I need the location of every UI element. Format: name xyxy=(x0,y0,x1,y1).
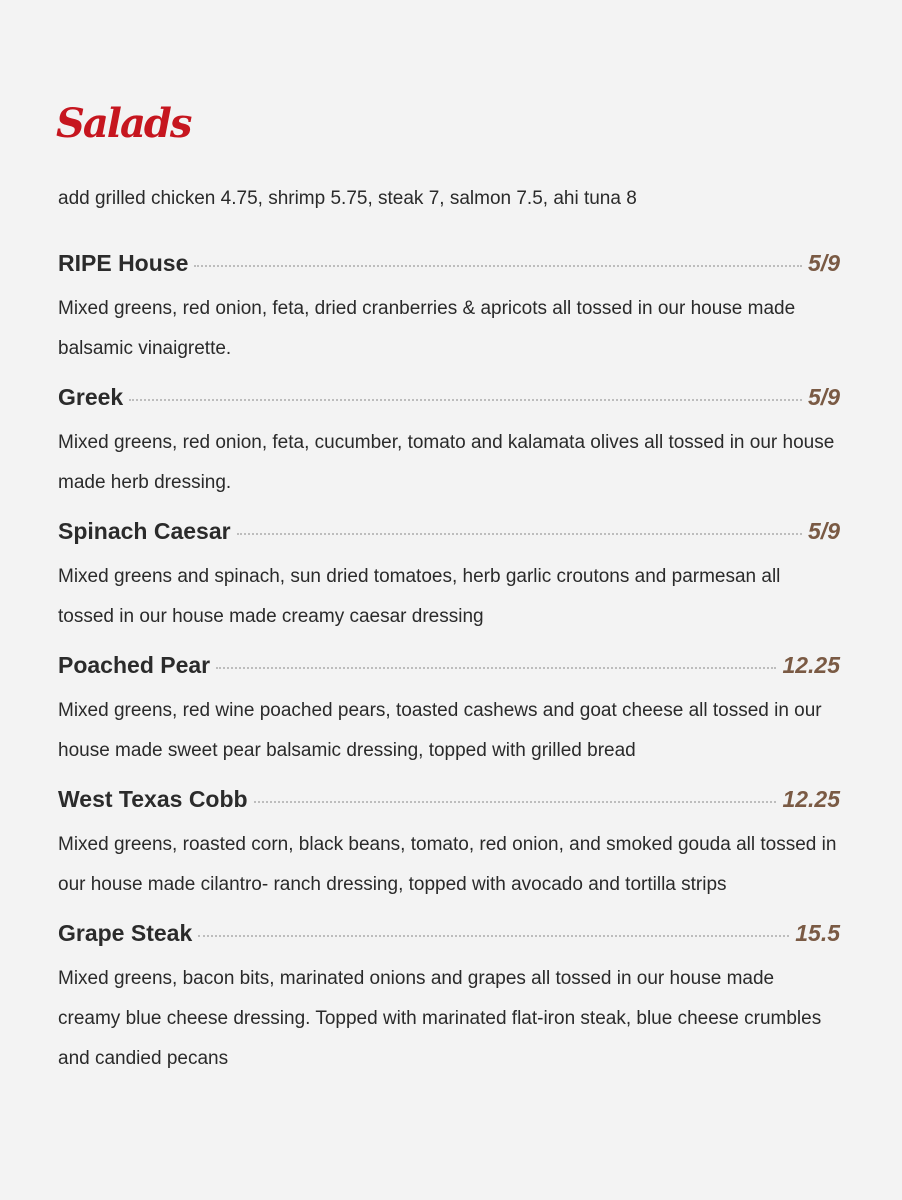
dotted-leader xyxy=(237,533,802,535)
menu-item-price: 15.5 xyxy=(795,920,840,946)
menu-item xyxy=(58,511,840,645)
menu-item xyxy=(58,243,840,377)
menu-item-description: Mixed greens, bacon bits, marinated onions and grapes all tossed in our house made creamy blue cheese dressing. Topped with marinated flat-iron steak, blue cheese crumbles and candied pecans xyxy=(58,968,822,1069)
menu-item-header xyxy=(58,645,840,685)
menu-item xyxy=(58,645,840,779)
menu-item-price: 5/9 xyxy=(808,250,840,276)
dotted-leader xyxy=(194,265,802,267)
menu-items-list xyxy=(58,243,840,1087)
dotted-leader xyxy=(216,667,776,669)
menu-item-name: West Texas Cobb xyxy=(58,786,248,812)
menu-item-name: Greek xyxy=(58,384,124,410)
menu-item-name: Poached Pear xyxy=(58,652,211,678)
menu-item-price: 12.25 xyxy=(782,786,840,812)
menu-item xyxy=(58,779,840,913)
menu-item-header xyxy=(58,913,840,953)
menu-item-price: 5/9 xyxy=(808,518,840,544)
menu-item-name: Grape Steak xyxy=(58,920,193,946)
menu-item xyxy=(58,377,840,511)
menu-item-header xyxy=(58,243,840,283)
menu-item-description: Mixed greens, red onion, feta, dried cranberries & apricots all tossed in our house made balsamic vinaigrette. xyxy=(58,298,796,359)
menu-item-price: 12.25 xyxy=(782,652,840,678)
menu-item-header xyxy=(58,511,840,551)
menu-item-price: 5/9 xyxy=(808,384,840,410)
menu-item-header xyxy=(58,779,840,819)
menu-item-name: Spinach Caesar xyxy=(58,518,231,544)
menu-item-description: Mixed greens and spinach, sun dried tomatoes, herb garlic croutons and parmesan all tossed in our house made creamy caesar dressing xyxy=(58,566,781,627)
dotted-leader xyxy=(198,935,789,937)
dotted-leader xyxy=(129,399,802,401)
menu-item-name: RIPE House xyxy=(58,250,189,276)
addons-note: add grilled chicken 4.75, shrimp 5.75, steak 7, salmon 7.5, ahi tuna 8 xyxy=(58,188,637,209)
menu-item-header xyxy=(58,377,840,417)
section-title: Salads xyxy=(56,100,191,147)
menu-item xyxy=(58,913,840,1087)
menu-item-description: Mixed greens, roasted corn, black beans, tomato, red onion, and smoked gouda all tossed in our house made cilantro- ranch dressing, topped with avocado and tortilla strips xyxy=(58,834,837,895)
dotted-leader xyxy=(254,801,777,803)
menu-item-description: Mixed greens, red wine poached pears, toasted cashews and goat cheese all tossed in our house made sweet pear balsamic dressing, topped with grilled bread xyxy=(58,700,822,761)
menu-item-description: Mixed greens, red onion, feta, cucumber, tomato and kalamata olives all tossed in our house made herb dressing. xyxy=(58,432,835,493)
